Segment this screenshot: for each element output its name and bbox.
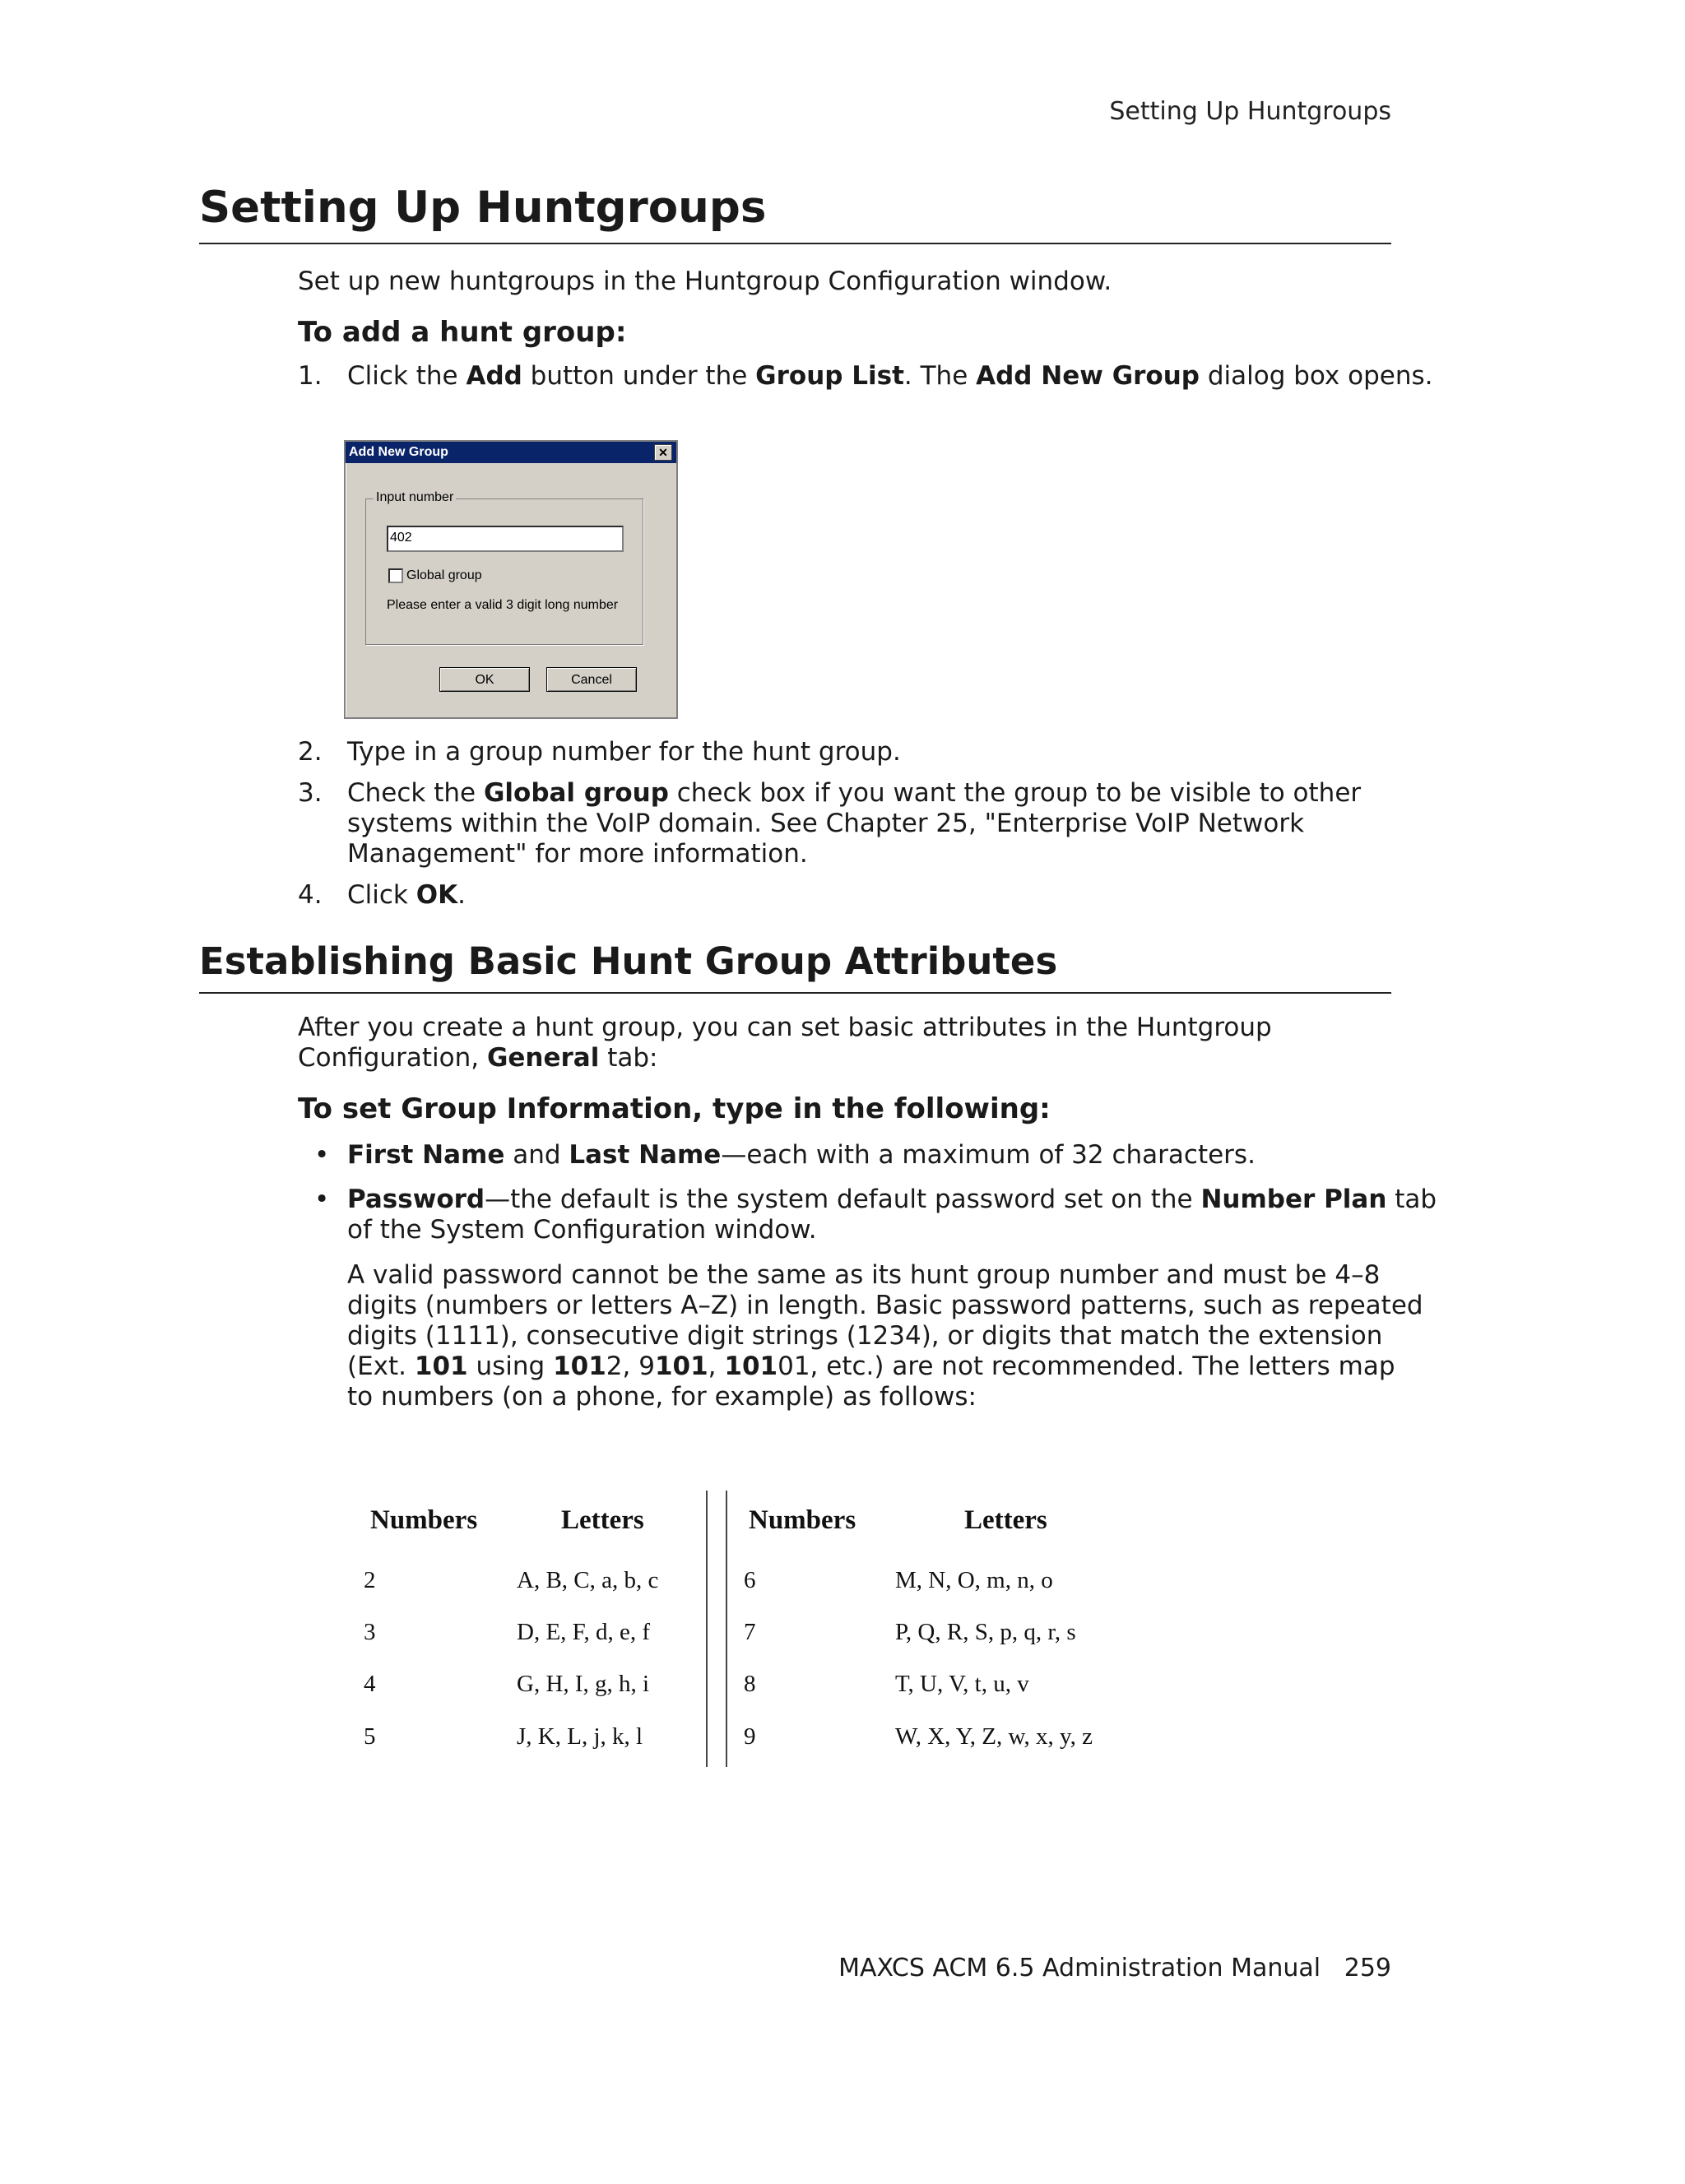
para-line: to numbers (on a phone, for example) as follows:	[347, 1382, 977, 1412]
running-header: Setting Up Huntgroups	[1109, 97, 1391, 126]
section2-intro	[298, 1013, 1272, 1073]
global-group-checkbox[interactable]	[388, 568, 403, 583]
procedure-title-add: To add a hunt group:	[298, 316, 627, 349]
bullet-text: of the System Configuration window.	[347, 1215, 817, 1245]
step-text: Click the	[347, 361, 467, 391]
intro-text: Configuration,	[298, 1043, 487, 1073]
step-4-text	[347, 880, 466, 911]
para-bold: 101	[414, 1352, 468, 1381]
para-line: digits (1111), consecutive digit strings (1234), or digits that match the extension	[347, 1321, 1383, 1351]
table-cell-letters: P, Q, R, S, p, q, r, s	[895, 1619, 1076, 1645]
para-line: A valid password cannot be the same as its hunt group number and must be 4–8	[347, 1260, 1381, 1290]
section1-intro: Set up new huntgroups in the Huntgroup Configuration window.	[298, 267, 1112, 296]
table-cell-number: 2	[364, 1567, 376, 1593]
table-cell-number: 9	[744, 1723, 756, 1750]
ui-term: Number Plan	[1200, 1185, 1387, 1214]
step-text: . The	[903, 361, 977, 391]
ui-term: First Name	[347, 1140, 505, 1170]
table-cell-number: 3	[364, 1619, 376, 1645]
password-paragraph	[347, 1260, 1423, 1412]
step-text: dialog box opens.	[1199, 361, 1433, 391]
table-cell-letters: W, X, Y, Z, w, x, y, z	[895, 1723, 1093, 1750]
bullet-password	[347, 1185, 1437, 1245]
cancel-button[interactable]: Cancel	[546, 667, 637, 692]
table-cell-number: 5	[364, 1723, 376, 1750]
bullet-icon: •	[314, 1140, 330, 1170]
page-number: 259	[1344, 1954, 1391, 1982]
step-text: Management" for more information.	[347, 839, 808, 869]
procedure-title-group-info: To set Group Information, type in the following:	[298, 1092, 1051, 1125]
step-text: check box if you want the group to be visible to other	[668, 778, 1362, 808]
table-cell-number: 4	[364, 1671, 376, 1697]
para-bold: 101	[553, 1352, 606, 1381]
groupbox-label: Input number	[374, 490, 456, 505]
bullet-icon: •	[314, 1185, 330, 1214]
add-new-group-dialog	[344, 440, 678, 719]
step-3-text	[347, 778, 1361, 869]
table-cell-letters: T, U, V, t, u, v	[895, 1671, 1029, 1697]
step-3-number: 3.	[298, 778, 323, 808]
header-numbers-right: Numbers	[749, 1505, 856, 1535]
dialog-title: Add New Group	[349, 445, 448, 459]
ui-term: Last Name	[569, 1140, 722, 1170]
header-letters-right: Letters	[964, 1505, 1047, 1535]
step-4-number: 4.	[298, 880, 323, 910]
title-rule	[199, 992, 1391, 994]
step-2-text: Type in a group number for the hunt group.	[347, 737, 901, 767]
ok-button[interactable]: OK	[439, 667, 530, 692]
para-line	[347, 1352, 1423, 1382]
table-cell-letters: A, B, C, a, b, c	[517, 1567, 659, 1593]
table-cell-number: 8	[744, 1671, 756, 1697]
ui-term: General	[486, 1043, 600, 1073]
step-text: systems within the VoIP domain. See Chapter 25, "Enterprise VoIP Network	[347, 809, 1305, 838]
manual-title: MAXCS ACM 6.5 Administration Manual	[838, 1954, 1321, 1982]
step-text: Check the	[347, 778, 484, 808]
title-rule	[199, 243, 1391, 244]
para-text: 2, 9	[606, 1352, 655, 1381]
ui-term: Add	[466, 361, 522, 391]
validation-hint: Please enter a valid 3 digit long number	[387, 598, 619, 612]
section-title-setting-up: Setting Up Huntgroups	[199, 183, 767, 233]
column-divider	[726, 1491, 727, 1767]
step-text: .	[457, 880, 466, 910]
ui-term: Global group	[483, 778, 669, 808]
table-cell-number: 7	[744, 1619, 756, 1645]
letter-map-table	[346, 1398, 1135, 1810]
table-cell-letters: M, N, O, m, n, o	[895, 1567, 1053, 1593]
para-text: 01, etc.) are not recommended. The letters map	[778, 1352, 1395, 1381]
dialog-titlebar	[346, 442, 676, 463]
close-icon[interactable]: ✕	[654, 444, 672, 461]
ui-term: Group List	[755, 361, 904, 391]
page-footer	[838, 1953, 1391, 1983]
bullet-text: —each with a maximum of 32 characters.	[721, 1140, 1256, 1170]
group-number-input[interactable]: 402	[387, 526, 624, 552]
bullet-text: —the default is the system default password set on the	[485, 1185, 1201, 1214]
step-2-number: 2.	[298, 737, 323, 767]
step-1-text	[347, 361, 1433, 392]
para-bold: 101	[654, 1352, 708, 1381]
para-text: ,	[708, 1352, 725, 1381]
intro-line: After you create a hunt group, you can set basic attributes in the Huntgroup	[298, 1013, 1272, 1042]
bullet-text: and	[504, 1140, 569, 1170]
table-cell-letters: D, E, F, d, e, f	[517, 1619, 650, 1645]
table-cell-letters: G, H, I, g, h, i	[517, 1671, 650, 1697]
header-letters-left: Letters	[561, 1505, 644, 1535]
step-1	[298, 361, 323, 392]
para-text: using	[467, 1352, 554, 1381]
intro-text: tab:	[599, 1043, 658, 1073]
para-line: digits (numbers or letters A–Z) in length. Basic password patterns, such as repeated	[347, 1291, 1423, 1320]
table-cell-letters: J, K, L, j, k, l	[517, 1723, 643, 1750]
para-bold: 101	[724, 1352, 778, 1381]
para-text: (Ext.	[347, 1352, 415, 1381]
table-cell-number: 6	[744, 1567, 756, 1593]
ui-term: Password	[347, 1185, 485, 1214]
step-text: Click	[347, 880, 416, 910]
section-title-basic-attributes: Establishing Basic Hunt Group Attributes	[199, 939, 1058, 983]
global-group-label: Global group	[406, 568, 482, 582]
bullet-first-last-name	[347, 1140, 1256, 1171]
step-number: 1.	[298, 361, 323, 391]
header-numbers-left: Numbers	[370, 1505, 478, 1535]
step-text: button under the	[522, 361, 756, 391]
bullet-text: tab	[1386, 1185, 1437, 1214]
ui-term: OK	[415, 880, 458, 910]
ui-term: Add New Group	[976, 361, 1200, 391]
column-divider	[706, 1491, 708, 1767]
